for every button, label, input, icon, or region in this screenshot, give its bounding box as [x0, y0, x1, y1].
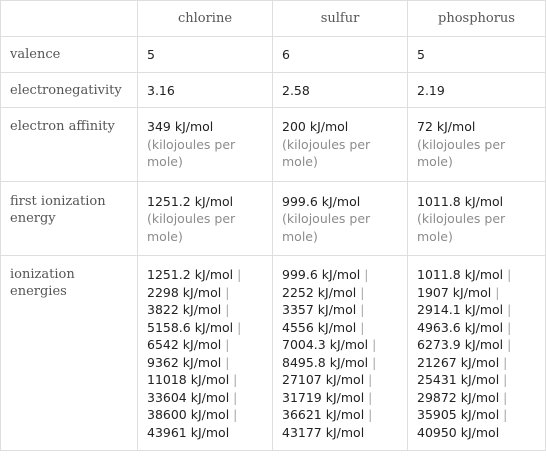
unit-note: (kilojoules per mole): [417, 136, 506, 169]
ionization-energy-value: 999.6 kJ/mol: [282, 267, 361, 282]
ionization-energy-value: 5158.6 kJ/mol: [147, 319, 234, 335]
electronegativity-phosphorus: 2.19: [408, 72, 546, 108]
value-separator: |: [360, 302, 365, 317]
unit-note: (kilojoules per mole): [147, 136, 236, 169]
unit-note: (kilojoules per mole): [282, 211, 371, 244]
ionization-energy-value: 40950 kJ/mol: [417, 424, 500, 440]
ionization-energy-value: 43961 kJ/mol: [147, 424, 230, 440]
value-separator: |: [507, 319, 512, 335]
ionization-energy-value: 3822 kJ/mol: [147, 302, 222, 317]
ionization-energy-value: 6273.9 kJ/mol: [417, 337, 504, 352]
electron-affinity-phosphorus-value: 72 kJ/mol: [417, 119, 476, 134]
value-separator: |: [507, 337, 512, 352]
ionization-energy-value: 1907 kJ/mol: [417, 284, 492, 300]
ionization-energy-value: 36621 kJ/mol: [282, 407, 365, 422]
ionization-energy-value: 31719 kJ/mol: [282, 389, 365, 405]
ionization-energies-chlorine: [138, 256, 273, 451]
row-label-valence: valence: [1, 37, 138, 73]
value-separator: |: [507, 302, 512, 317]
ionization-energy-value: 4963.6 kJ/mol: [417, 319, 504, 335]
valence-sulfur: 6: [273, 37, 408, 73]
ionization-energies-sulfur: [273, 256, 408, 451]
table-row-ionization-energies: [1, 256, 546, 451]
ionization-energy-value: 8495.8 kJ/mol: [282, 354, 369, 370]
value-separator: |: [233, 389, 238, 405]
first-ionization-chlorine-value: 1251.2 kJ/mol: [147, 193, 234, 209]
ionization-energy-value: 4556 kJ/mol: [282, 319, 357, 335]
table-row-electron-affinity: [1, 108, 546, 182]
column-header-sulfur: sulfur: [273, 1, 408, 37]
value-separator: |: [360, 284, 365, 300]
value-separator: |: [237, 267, 242, 282]
ionization-energy-value: 21267 kJ/mol: [417, 354, 500, 370]
value-separator: |: [503, 389, 508, 405]
ionization-energy-value: 3357 kJ/mol: [282, 302, 357, 317]
empty-corner-cell: [1, 1, 138, 37]
row-label-electron-affinity: electron affinity: [1, 108, 138, 182]
valence-phosphorus: 5: [408, 37, 546, 73]
unit-note: (kilojoules per mole): [282, 136, 371, 169]
electron-affinity-chlorine: [138, 108, 273, 182]
ionization-energy-value: 7004.3 kJ/mol: [282, 337, 369, 352]
value-separator: |: [372, 354, 377, 370]
ionization-energy-value: 1011.8 kJ/mol: [417, 267, 504, 282]
electronegativity-chlorine: 3.16: [138, 72, 273, 108]
column-header-phosphorus: phosphorus: [408, 1, 546, 37]
first-ionization-sulfur: [273, 181, 408, 256]
ionization-energy-value: 33604 kJ/mol: [147, 389, 230, 405]
unit-note: (kilojoules per mole): [147, 211, 236, 244]
electronegativity-sulfur: 2.58: [273, 72, 408, 108]
ionization-energies-phosphorus: [408, 256, 546, 451]
ionization-energy-value: 1251.2 kJ/mol: [147, 267, 234, 282]
value-separator: |: [360, 319, 365, 335]
value-separator: |: [237, 319, 242, 335]
ionization-energy-value: 43177 kJ/mol: [282, 424, 365, 440]
value-separator: |: [233, 407, 238, 422]
ionization-energy-value: 2252 kJ/mol: [282, 284, 357, 300]
ionization-energy-value: 9362 kJ/mol: [147, 354, 222, 370]
value-separator: |: [225, 337, 230, 352]
ionization-energy-value: 25431 kJ/mol: [417, 372, 500, 387]
ionization-energy-value: 27107 kJ/mol: [282, 372, 365, 387]
value-separator: |: [507, 267, 512, 282]
ionization-energy-value: 38600 kJ/mol: [147, 407, 230, 422]
value-separator: |: [233, 372, 238, 387]
value-separator: |: [225, 354, 230, 370]
row-label-ionization-energies: ionization energies: [1, 256, 138, 451]
electron-affinity-chlorine-value: 349 kJ/mol: [147, 119, 214, 134]
electron-affinity-sulfur-value: 200 kJ/mol: [282, 119, 349, 134]
value-separator: |: [503, 354, 508, 370]
first-ionization-sulfur-value: 999.6 kJ/mol: [282, 193, 361, 209]
first-ionization-chlorine: [138, 181, 273, 256]
row-label-electronegativity: electronegativity: [1, 72, 138, 108]
first-ionization-phosphorus: [408, 181, 546, 256]
value-separator: |: [225, 302, 230, 317]
electron-affinity-phosphorus: [408, 108, 546, 182]
value-separator: |: [495, 284, 500, 300]
ionization-energy-value: 29872 kJ/mol: [417, 389, 500, 405]
table-row-first-ionization-energy: [1, 181, 546, 256]
table-row-valence: [1, 37, 546, 73]
value-separator: |: [368, 407, 373, 422]
value-separator: |: [372, 337, 377, 352]
table-header-row: [1, 1, 546, 37]
ionization-energy-value: 2914.1 kJ/mol: [417, 302, 504, 317]
ionization-energy-value: 35905 kJ/mol: [417, 407, 500, 422]
value-separator: |: [368, 389, 373, 405]
electron-affinity-sulfur: [273, 108, 408, 182]
value-separator: |: [368, 372, 373, 387]
value-separator: |: [503, 407, 508, 422]
unit-note: (kilojoules per mole): [417, 211, 506, 244]
value-separator: |: [225, 284, 230, 300]
ionization-energy-value: 2298 kJ/mol: [147, 284, 222, 300]
value-separator: |: [364, 267, 369, 282]
ionization-energy-value: 11018 kJ/mol: [147, 372, 230, 387]
first-ionization-phosphorus-value: 1011.8 kJ/mol: [417, 193, 504, 209]
ionization-energy-value: 6542 kJ/mol: [147, 337, 222, 352]
column-header-chlorine: chlorine: [138, 1, 273, 37]
valence-chlorine: 5: [138, 37, 273, 73]
table-row-electronegativity: [1, 72, 546, 108]
row-label-first-ionization-energy: first ionization energy: [1, 181, 138, 256]
value-separator: |: [503, 372, 508, 387]
